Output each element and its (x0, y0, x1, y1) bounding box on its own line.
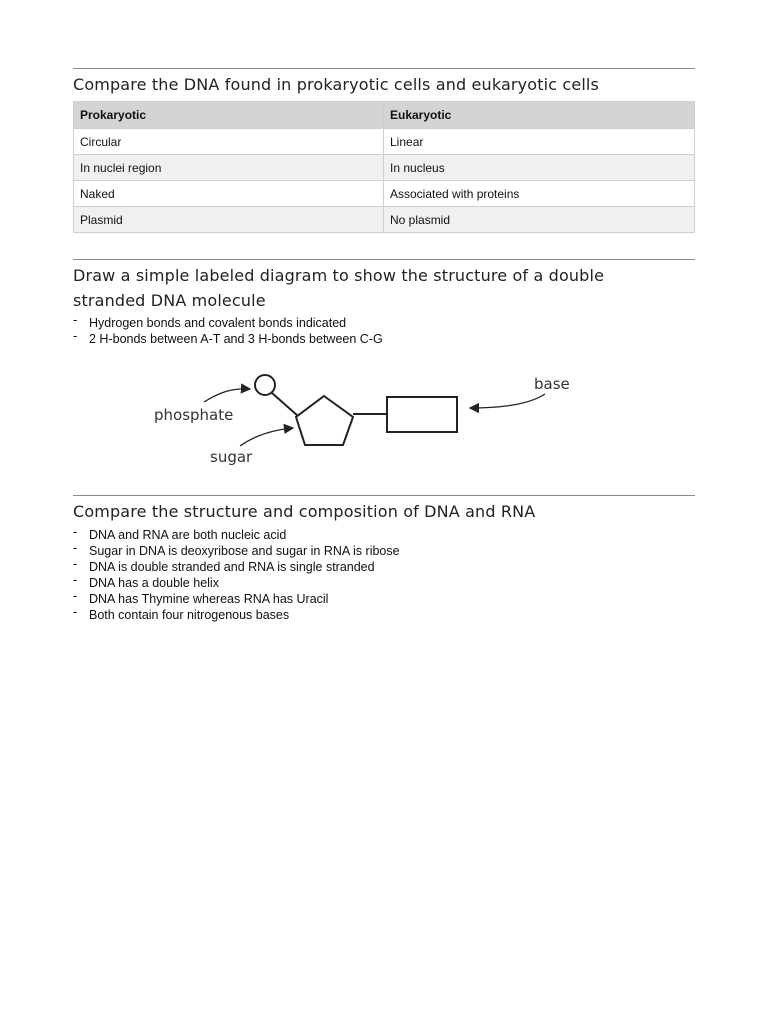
section-dna-rna (73, 495, 695, 623)
base-arrow (470, 394, 545, 408)
nucleotide-diagram (150, 362, 590, 470)
list-item-text: DNA is double stranded and RNA is single stranded (89, 560, 375, 574)
list-item (73, 524, 695, 543)
list-item-text: DNA and RNA are both nucleic acid (89, 528, 287, 542)
dash-bullet: - (73, 312, 78, 327)
list-item (73, 312, 695, 331)
dash-bullet: - (73, 524, 78, 539)
table-cell: No plasmid (384, 207, 695, 233)
sugar-pentagon (296, 396, 353, 445)
table-cell: In nuclei region (74, 155, 384, 181)
base-rectangle (387, 397, 457, 432)
table-cell: Naked (74, 181, 384, 207)
bullet-list (73, 312, 695, 347)
section-heading: Compare the DNA found in prokaryotic cells and eukaryotic cells (73, 75, 600, 94)
table-row (74, 129, 695, 155)
table-header-cell: Prokaryotic (74, 102, 384, 129)
comparison-table (73, 101, 695, 233)
bullet-list (73, 524, 695, 623)
list-item (73, 572, 695, 591)
dash-bullet: - (73, 556, 78, 571)
list-item-text: DNA has Thymine whereas RNA has Uracil (89, 592, 329, 606)
dash-bullet: - (73, 604, 78, 619)
phosphate-circle (255, 375, 275, 395)
base-label: base (534, 375, 570, 393)
table-header-row (74, 102, 695, 129)
phosphate-arrow (204, 389, 250, 402)
table-cell: Circular (74, 129, 384, 155)
table-row (74, 207, 695, 233)
list-item-text: Hydrogen bonds and covalent bonds indicated (89, 316, 347, 330)
table-cell: Associated with proteins (384, 181, 695, 207)
section-dna-diagram (73, 259, 695, 347)
table-cell: Plasmid (74, 207, 384, 233)
phosphate-sugar-bond (272, 393, 298, 416)
list-item-text: 2 H-bonds between A-T and 3 H-bonds between C-G (89, 332, 383, 346)
sugar-label: sugar (210, 448, 253, 466)
dash-bullet: - (73, 588, 78, 603)
table-cell: Linear (384, 129, 695, 155)
list-item (73, 328, 695, 347)
section-heading: Compare the structure and composition of DNA and RNA (73, 502, 536, 521)
section-heading: Draw a simple labeled diagram to show the structure of a double stranded DNA molecule (73, 266, 605, 310)
table-cell: In nucleus (384, 155, 695, 181)
table-header-cell: Eukaryotic (384, 102, 695, 129)
dash-bullet: - (73, 540, 78, 555)
section-prokaryotic-eukaryotic (73, 68, 695, 233)
list-item-text: Both contain four nitrogenous bases (89, 608, 290, 622)
table-row (74, 181, 695, 207)
list-item (73, 540, 695, 559)
list-item (73, 588, 695, 607)
dash-bullet: - (73, 572, 78, 587)
sugar-arrow (240, 428, 293, 446)
list-item (73, 556, 695, 575)
phosphate-label: phosphate (154, 406, 234, 424)
table-row (74, 155, 695, 181)
list-item-text: DNA has a double helix (89, 576, 219, 590)
dash-bullet: - (73, 328, 78, 343)
list-item (73, 604, 695, 623)
list-item-text: Sugar in DNA is deoxyribose and sugar in RNA is ribose (89, 544, 400, 558)
